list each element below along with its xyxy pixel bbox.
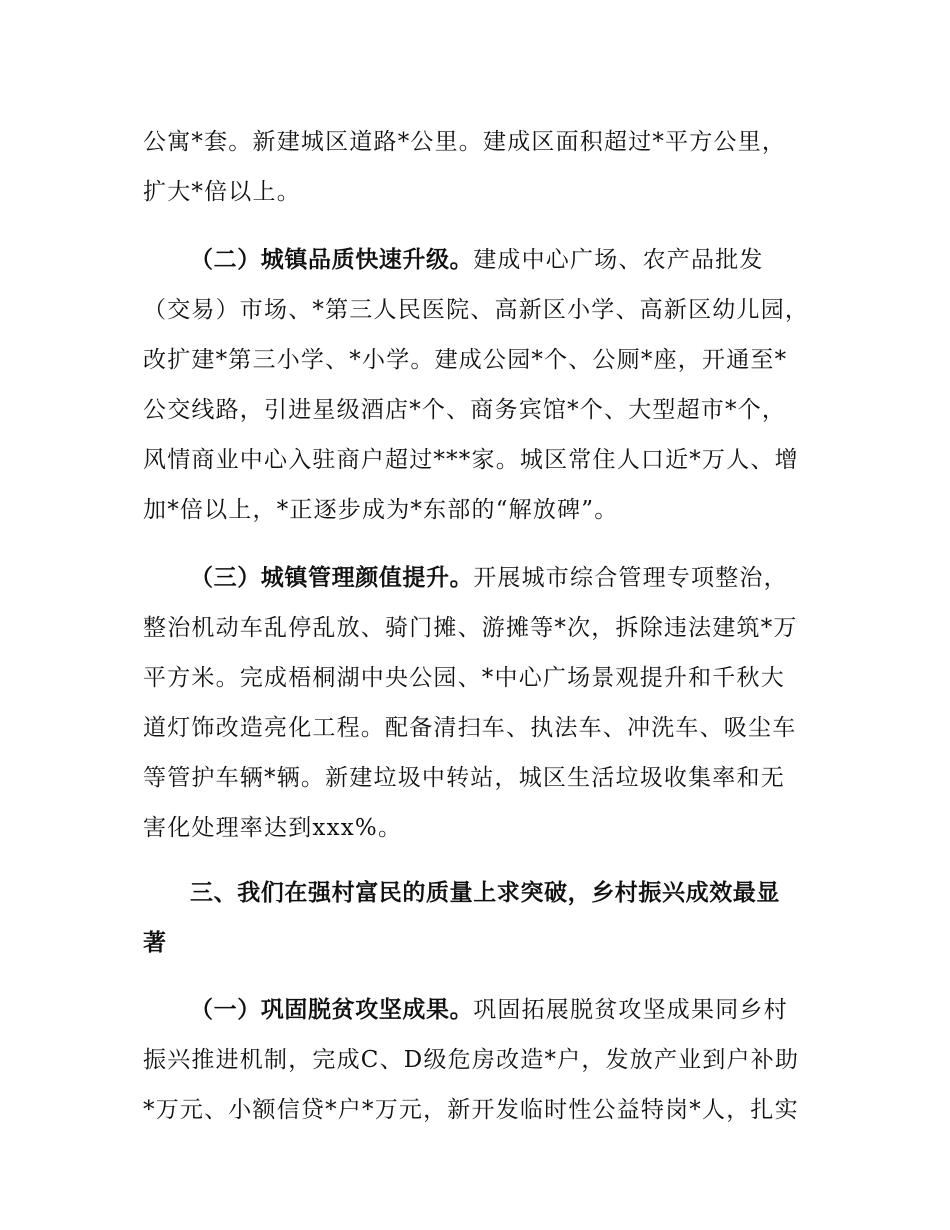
paragraph-line: 振兴推进机制，完成C、D级危房改造*户，发放产业到户补助 [143, 1047, 800, 1073]
paragraph-line: 扩大*倍以上。 [143, 179, 301, 205]
paragraph-line: *万元、小额信贷*户*万元，新开发临时性公益特岗*人，扎实 [143, 1097, 799, 1123]
section-heading-continued: 著 [143, 930, 167, 956]
paragraph-line: 改扩建*第三小学、*小学。建成公园*个、公厕*座，开通至* [143, 347, 788, 373]
paragraph-line: 整治机动车乱停乱放、骑门摊、游摊等*次，拆除违法建筑*万 [143, 615, 798, 641]
paragraph-first-line [190, 245, 764, 275]
paragraph-text: 巩固拓展脱贫攻坚成果同乡村 [473, 997, 788, 1023]
paragraph-line: 公交线路，引进星级酒店*个、商务宾馆*个、大型超市*个， [143, 397, 787, 423]
section-heading: 三、我们在强村富民的质量上求突破，乡村振兴成效最显 [190, 880, 780, 906]
paragraph-title: （三）城镇管理颜值提升。 [190, 565, 474, 591]
paragraph-text: 建成中心广场、农产品批发 [473, 247, 764, 273]
paragraph-line: 加*倍以上，*正逐步成为*东部的“解放碑”。 [143, 497, 619, 523]
paragraph-first-line [190, 563, 788, 593]
paragraph-line: 害化处理率达到xxx%。 [143, 815, 403, 841]
paragraph-text: 开展城市综合管理专项整治， [473, 565, 788, 591]
paragraph-title: （一）巩固脱贫攻坚成果。 [190, 997, 474, 1023]
paragraph-line: 平方米。完成梧桐湖中央公园、*中心广场景观提升和千秋大 [143, 665, 785, 691]
paragraph-line: 公寓*套。新建城区道路*公里。建成区面积超过*平方公里， [143, 129, 787, 155]
paragraph-line: 等管护车辆*辆。新建垃圾中转站，城区生活垃圾收集率和无 [143, 765, 785, 791]
paragraph-line: 道灯饰改造亮化工程。配备清扫车、执法车、冲洗车、吸尘车 [143, 715, 797, 741]
paragraph-line: （交易）市场、*第三人民医院、高新区小学、高新区幼儿园， [143, 297, 810, 323]
paragraph-line: 风情商业中心入驻商户超过***家。城区常住人口近*万人、增 [143, 447, 799, 473]
paragraph-title: （二）城镇品质快速升级。 [190, 247, 474, 273]
paragraph-first-line [190, 995, 788, 1025]
